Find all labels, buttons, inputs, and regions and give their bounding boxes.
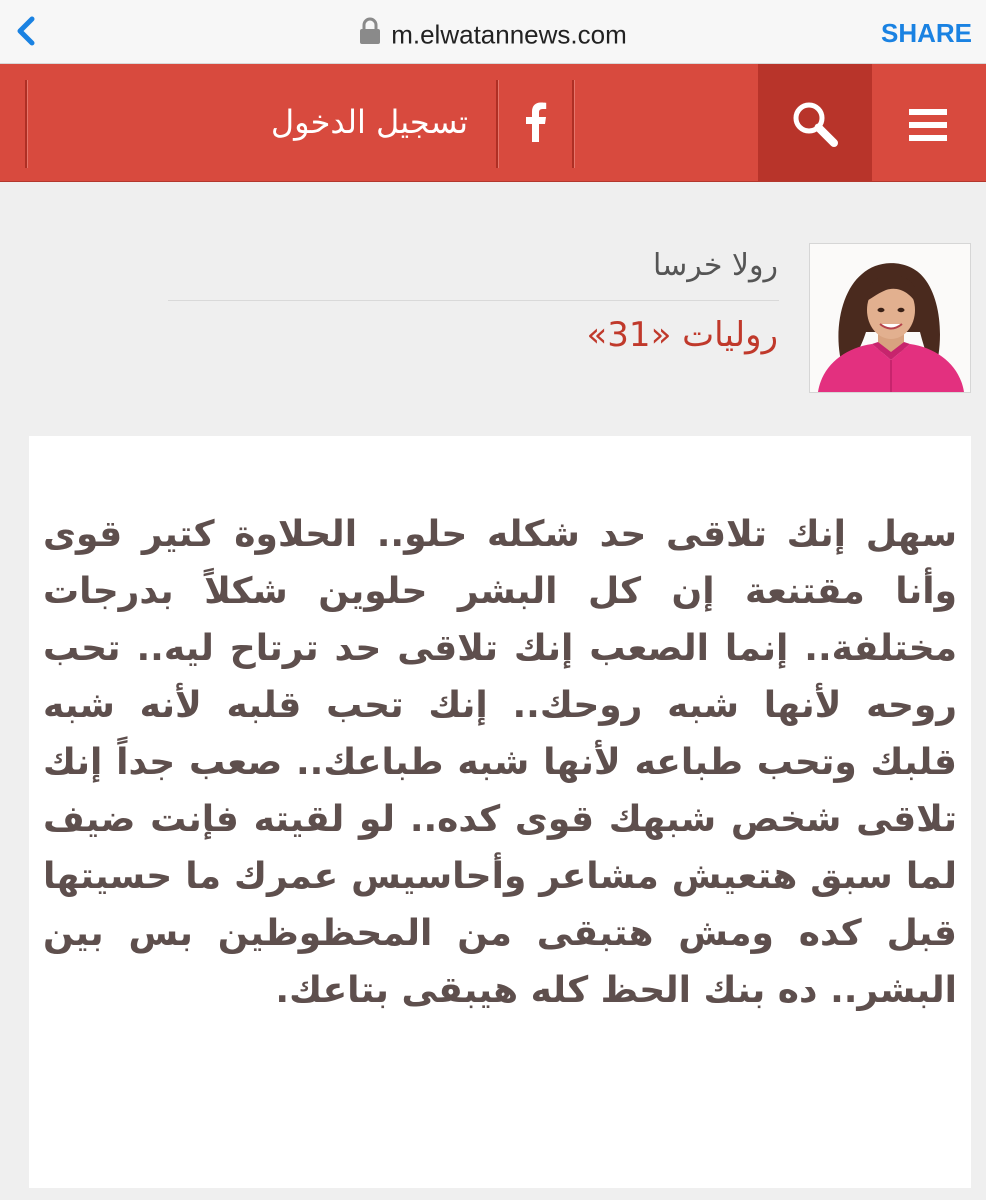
article-title[interactable]: روليات «31» — [586, 315, 778, 355]
header-divider — [25, 80, 27, 168]
login-link[interactable]: تسجيل الدخول — [270, 103, 468, 141]
article-body-text: سهل إنك تلاقى حد شكله حلو.. الحلاوة كتير قوى وأنا مقتنعة إن كل البشر حلوين شكلاً بدرجات مختلفة.. إنما الصعب إنك تلاقى حد ترتاح ليه.. تحب روحه لأنها شبه روحك.. إنك تحب قلبه لأنه شبه قلبك وتحب طباعه لأنها شبه طباعك.. صعب جداً إنك تلاقى شخص شبهك قوى كده.. لو لقيته فإنت ضيف لما سبق هتعيش مشاعر وأحاسيس عمرك ما حسيتها قبل كده ومش هتبقى من المحظوظين بس بين البشر.. ده بنك الحظ كله هيبقى بتاعك. — [43, 514, 957, 1011]
article-body-card — [29, 436, 971, 1188]
search-button[interactable] — [758, 64, 872, 181]
address-bar[interactable] — [0, 18, 986, 51]
browser-toolbar — [0, 0, 986, 64]
search-icon — [758, 64, 872, 181]
author-avatar[interactable] — [809, 243, 971, 393]
header-divider — [496, 80, 498, 168]
header-divider — [572, 80, 574, 168]
url-text: m.elwatannews.com — [391, 19, 627, 50]
menu-button[interactable] — [873, 64, 986, 181]
author-name[interactable]: رولا خرسا — [653, 248, 778, 283]
facebook-button[interactable] — [504, 90, 568, 154]
site-header — [0, 64, 986, 182]
facebook-icon — [504, 90, 568, 154]
divider — [168, 300, 779, 301]
share-button[interactable]: SHARE — [880, 18, 972, 48]
lock-icon — [359, 17, 381, 45]
